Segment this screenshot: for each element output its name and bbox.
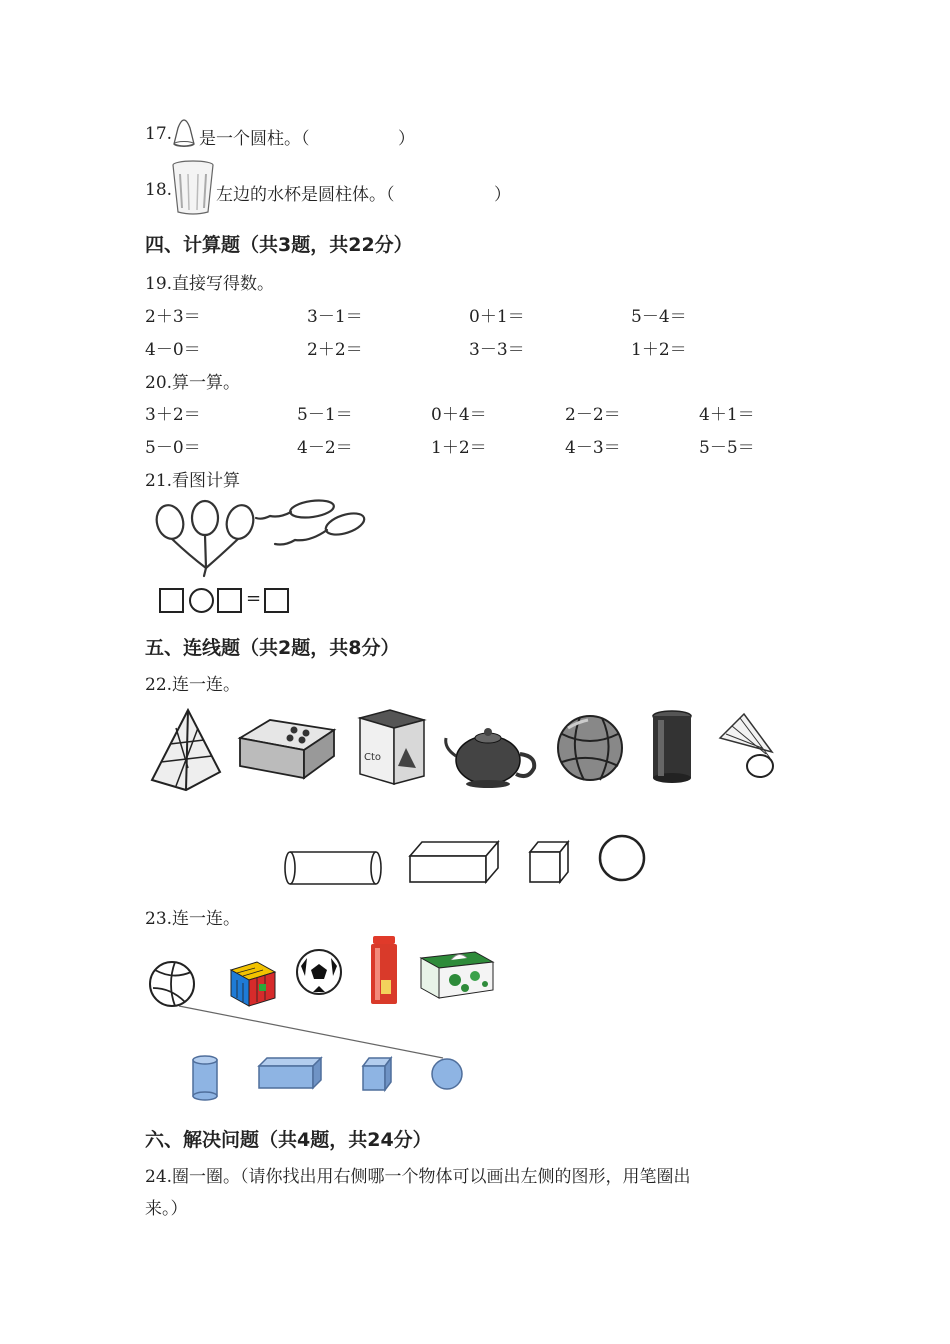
- sphere-shape-icon: [432, 1059, 462, 1089]
- q19-item: 2＋2＝: [307, 340, 363, 360]
- svg-text:Cto: Cto: [364, 752, 382, 763]
- cube-shape-icon: [363, 1058, 391, 1090]
- q20-item: 5－0＝: [145, 438, 201, 458]
- cylinder-shape-icon: [285, 852, 381, 884]
- equals-sign: =: [246, 588, 262, 609]
- q23-title: 23.连一连。: [145, 909, 241, 929]
- q20-title: 20.算一算。: [145, 373, 241, 393]
- q22-title: 22.连一连。: [145, 675, 241, 695]
- balloons-illustration: [150, 496, 372, 578]
- q19-item: 3－1＝: [307, 307, 363, 327]
- answer-box[interactable]: [264, 588, 289, 613]
- section6-heading: 六、解决问题（共4题，共24分）: [145, 1129, 432, 1151]
- q18-text: 左边的水杯是圆柱体。（: [216, 185, 395, 205]
- q18-blank-end: ）: [494, 185, 511, 205]
- q24-text-line2: 来。）: [145, 1199, 188, 1219]
- q21-title: 21.看图计算: [145, 471, 241, 491]
- balloon-icon: [323, 509, 367, 538]
- teapot-icon: [446, 728, 535, 788]
- tissue-box-icon: [421, 952, 493, 998]
- cuboid-shape-icon: [410, 842, 498, 882]
- cube-shape-icon: [530, 842, 568, 882]
- q20-item: 4－3＝: [565, 438, 621, 458]
- q23-objects: [145, 936, 497, 1102]
- soccer-ball-icon: [297, 950, 341, 994]
- q19-item: 4－0＝: [145, 340, 201, 360]
- pyramid-icon: [152, 710, 220, 790]
- q19-item: 1＋2＝: [631, 340, 687, 360]
- q20-item: 4＋1＝: [699, 405, 755, 425]
- gift-box-icon: [360, 710, 424, 784]
- cylinder-shape-icon: [193, 1056, 217, 1100]
- q22-objects: [148, 708, 780, 888]
- section4-heading: 四、计算题（共3题，共22分）: [145, 234, 413, 256]
- q19-item: 2＋3＝: [145, 307, 201, 327]
- q17-text: 是一个圆柱。（: [199, 129, 310, 149]
- answer-box[interactable]: [217, 588, 242, 613]
- q24-text-line1: 24.圈一圈。（请你找出用右侧哪一个物体可以画出左侧的图形，用笔圈出: [145, 1167, 691, 1187]
- basketball-icon: [558, 716, 622, 780]
- q19-item: 0＋1＝: [469, 307, 525, 327]
- cone-cylinder-icon: [170, 110, 198, 148]
- shuttlecock-icon: [720, 714, 773, 777]
- balloon-icon: [192, 501, 218, 535]
- q17-number: 17.: [145, 124, 173, 144]
- sphere-shape-icon: [600, 836, 644, 880]
- connecting-line: [179, 1006, 443, 1058]
- q20-item: 1＋2＝: [431, 438, 487, 458]
- q20-item: 4－2＝: [297, 438, 353, 458]
- balloon-icon: [289, 498, 335, 520]
- thermos-icon: [371, 936, 397, 1004]
- water-cup-icon: [170, 160, 216, 216]
- section5-heading: 五、连线题（共2题，共8分）: [145, 637, 400, 659]
- q17-blank-end: ）: [398, 129, 415, 149]
- q20-item: 3＋2＝: [145, 405, 201, 425]
- volleyball-icon: [150, 962, 194, 1006]
- balloon-icon: [153, 502, 187, 542]
- q20-item: 5－5＝: [699, 438, 755, 458]
- answer-box[interactable]: [159, 588, 184, 613]
- rubiks-cube-icon: [231, 962, 275, 1006]
- operator-circle[interactable]: [189, 588, 214, 613]
- q20-item: 0＋4＝: [431, 405, 487, 425]
- q19-title: 19.直接写得数。: [145, 274, 275, 294]
- cuboid-shape-icon: [259, 1058, 321, 1088]
- q20-item: 2－2＝: [565, 405, 621, 425]
- q18-number: 18.: [145, 180, 173, 200]
- q19-item: 5－4＝: [631, 307, 687, 327]
- brick-icon: [240, 720, 334, 778]
- q20-item: 5－1＝: [297, 405, 353, 425]
- balloon-icon: [223, 502, 257, 542]
- q19-item: 3－3＝: [469, 340, 525, 360]
- can-icon: [653, 711, 691, 783]
